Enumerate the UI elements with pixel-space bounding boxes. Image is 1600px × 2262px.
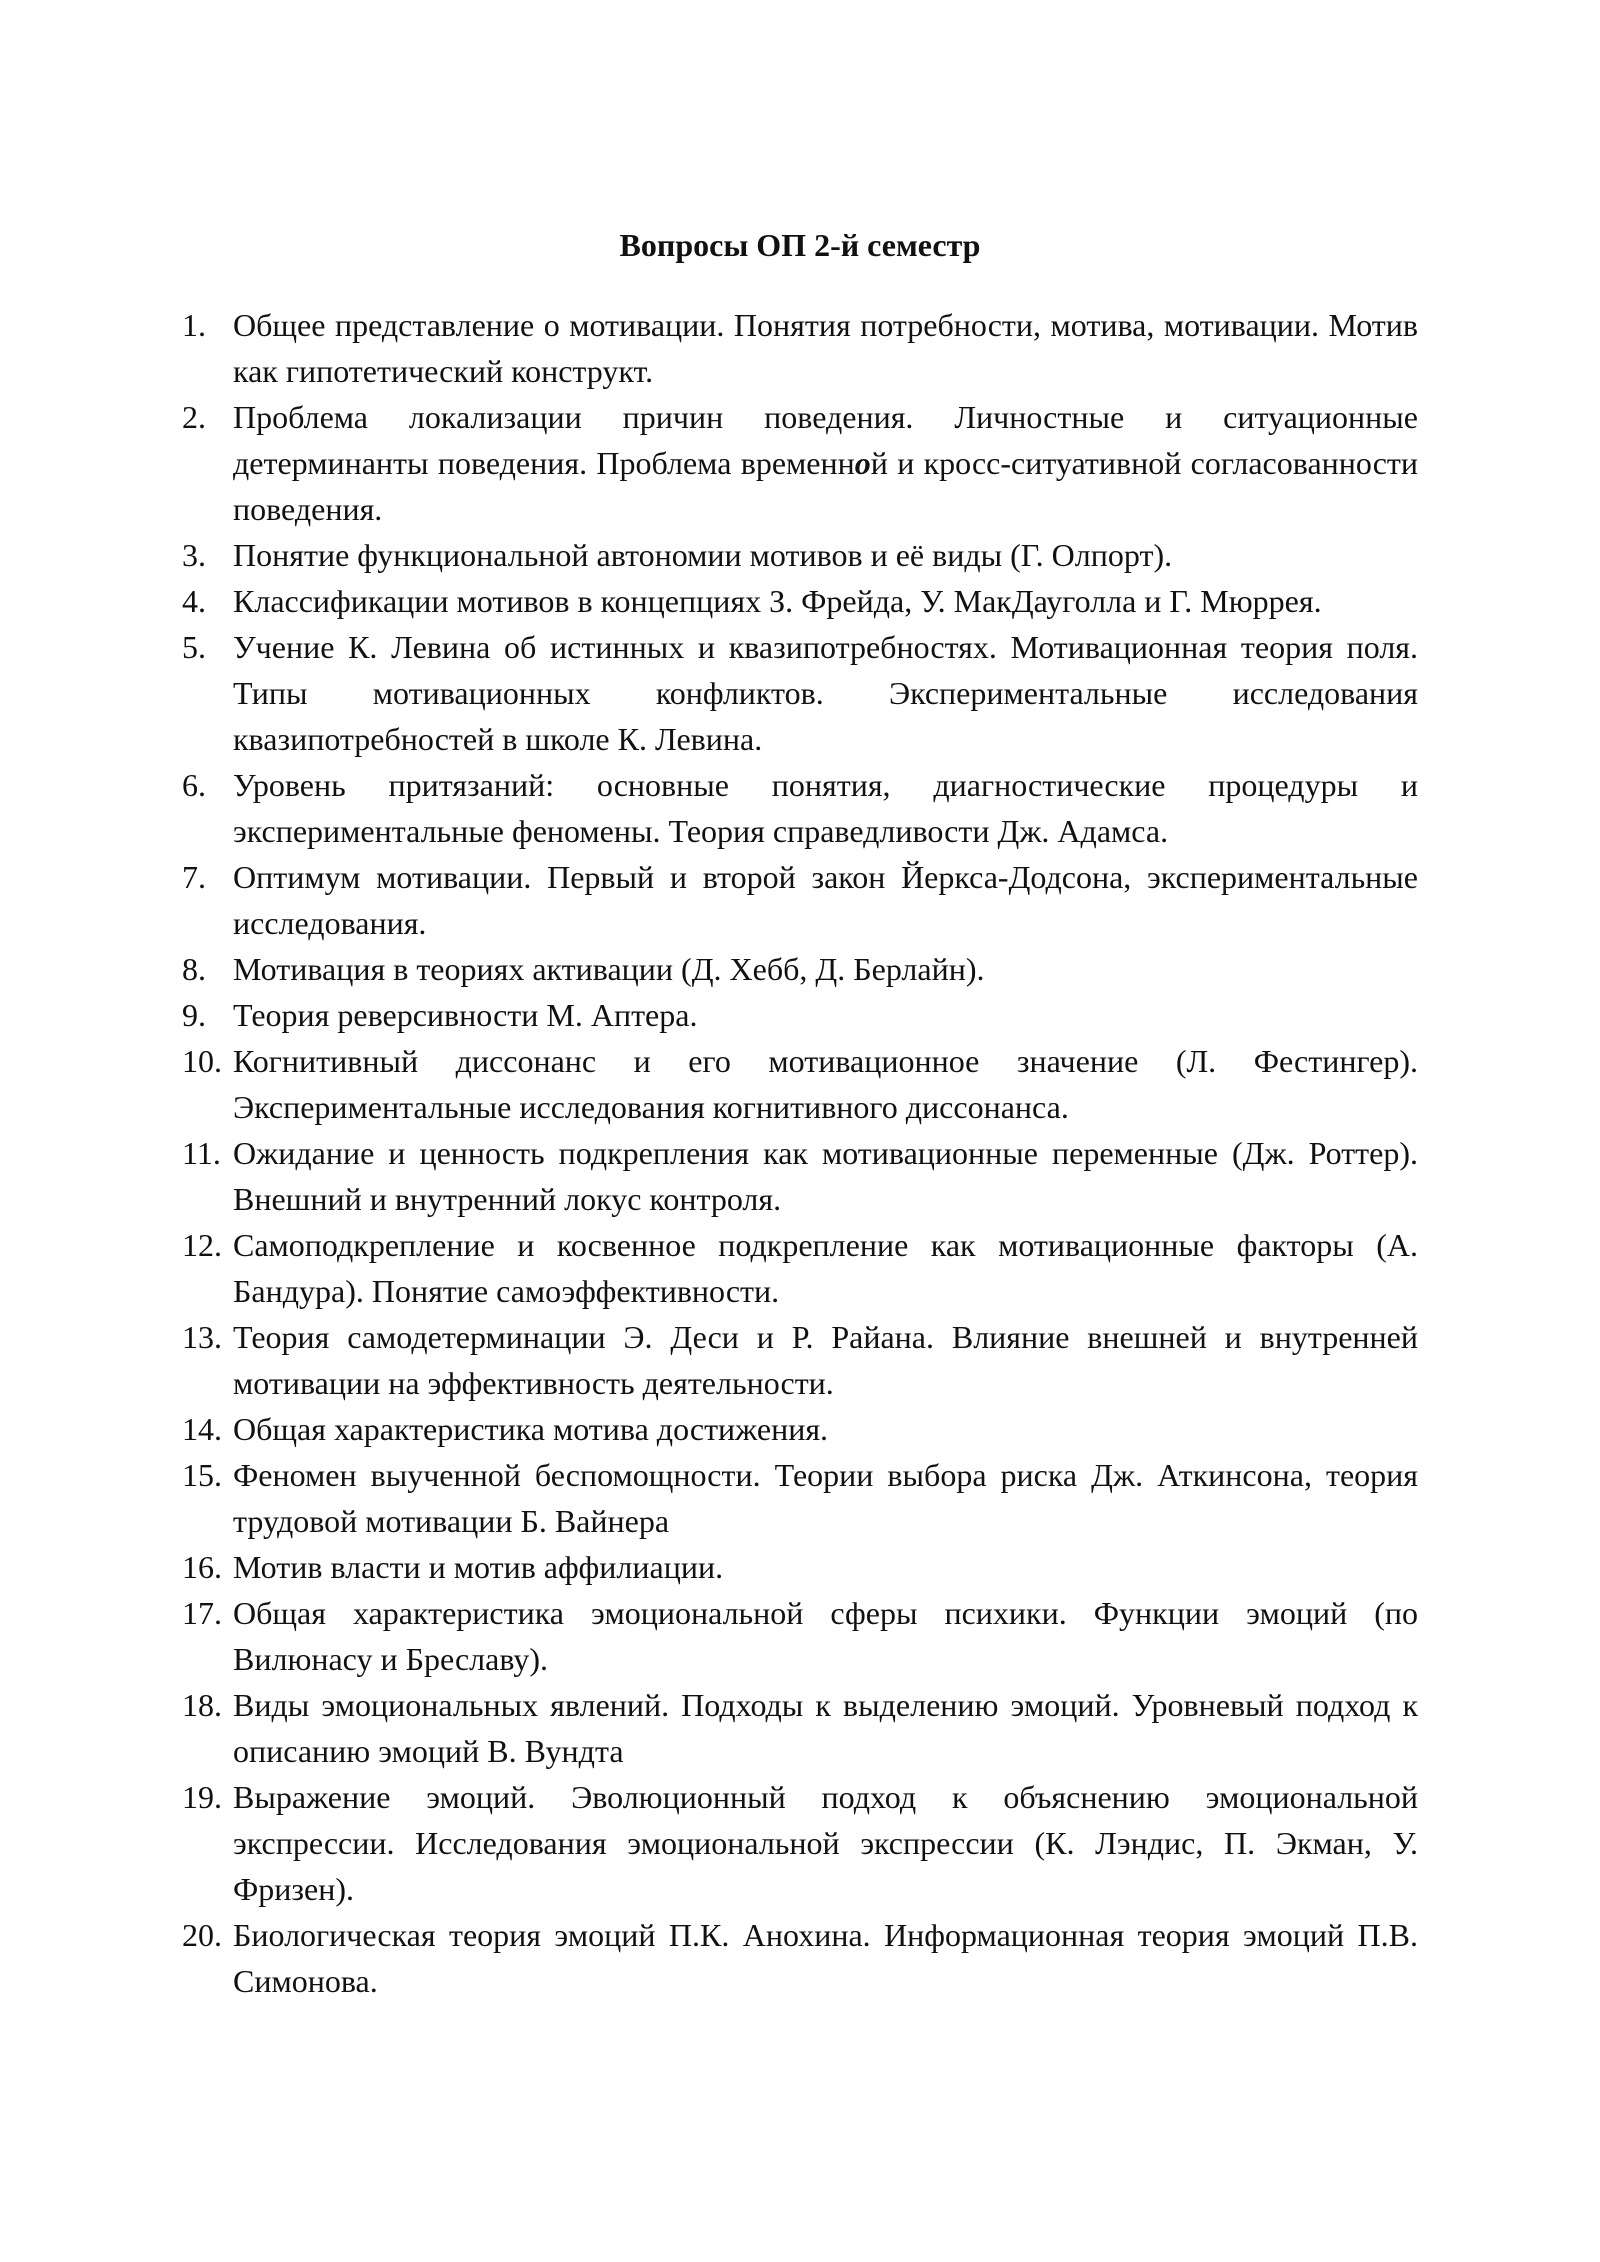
question-number: 20. bbox=[182, 1917, 222, 1953]
question-number: 6. bbox=[182, 767, 206, 803]
question-text: Общая характеристика эмоциональной сферы психики. Функции эмоций (по Вилюнасу и Бреславу). bbox=[233, 1595, 1418, 1677]
question-text: Теория реверсивности М. Аптера. bbox=[233, 997, 698, 1033]
list-item bbox=[182, 532, 1418, 578]
question-text: Понятие функциональной автономии мотивов и её виды (Г. Олпорт). bbox=[233, 537, 1173, 573]
question-text bbox=[233, 399, 1418, 527]
question-text: Уровень притязаний: основные понятия, диагностические процедуры и экспериментальные феномены. Теория справедливости Дж. Адамса. bbox=[233, 767, 1418, 849]
stressed-letter: о bbox=[854, 445, 871, 481]
document-title: Вопросы ОП 2-й семестр bbox=[619, 227, 981, 263]
question-number: 8. bbox=[182, 951, 206, 987]
question-text: Ожидание и ценность подкрепления как мотивационные переменные (Дж. Роттер). Внешний и внутренний локус контроля. bbox=[233, 1135, 1418, 1217]
question-number: 3. bbox=[182, 537, 206, 573]
list-item bbox=[182, 624, 1418, 762]
question-list bbox=[182, 302, 1418, 2004]
list-item bbox=[182, 578, 1418, 624]
question-number: 1. bbox=[182, 307, 206, 343]
question-text: Учение К. Левина об истинных и квазипотребностях. Мотивационная теория поля. Типы мотивационных конфликтов. Экспериментальные исследования квазипотребностей в школе К. Левина. bbox=[233, 629, 1418, 757]
list-item bbox=[182, 302, 1418, 394]
question-text: Когнитивный диссонанс и его мотивационное значение (Л. Фестингер). Экспериментальные исследования когнитивного диссонанса. bbox=[233, 1043, 1418, 1125]
list-item bbox=[182, 1590, 1418, 1682]
list-item bbox=[182, 854, 1418, 946]
list-item bbox=[182, 1452, 1418, 1544]
list-item bbox=[182, 1544, 1418, 1590]
list-item bbox=[182, 992, 1418, 1038]
question-number: 4. bbox=[182, 583, 206, 619]
question-number: 12. bbox=[182, 1227, 222, 1263]
list-item bbox=[182, 1406, 1418, 1452]
question-text: Биологическая теория эмоций П.К. Анохина. Информационная теория эмоций П.В. Симонова. bbox=[233, 1917, 1418, 1999]
list-item bbox=[182, 1130, 1418, 1222]
question-number: 5. bbox=[182, 629, 206, 665]
question-text: Выражение эмоций. Эволюционный подход к объяснению эмоциональной экспрессии. Исследования эмоциональной экспрессии (К. Лэндис, П. Экман, У. Фризен). bbox=[233, 1779, 1418, 1907]
question-text: Оптимум мотивации. Первый и второй закон Йеркса-Додсона, экспериментальные исследования. bbox=[233, 859, 1418, 941]
question-number: 19. bbox=[182, 1779, 222, 1815]
list-item bbox=[182, 1912, 1418, 2004]
question-text: Виды эмоциональных явлений. Подходы к выделению эмоций. Уровневый подход к описанию эмоций В. Вундта bbox=[233, 1687, 1418, 1769]
question-number: 2. bbox=[182, 399, 206, 435]
question-number: 17. bbox=[182, 1595, 222, 1631]
list-item bbox=[182, 1682, 1418, 1774]
question-number: 9. bbox=[182, 997, 206, 1033]
question-number: 13. bbox=[182, 1319, 222, 1355]
question-text: Общее представление о мотивации. Понятия потребности, мотива, мотивации. Мотив как гипотетический конструкт. bbox=[233, 307, 1418, 389]
list-item bbox=[182, 1038, 1418, 1130]
question-text: Мотивация в теориях активации (Д. Хебб, Д. Берлайн). bbox=[233, 951, 985, 987]
list-item bbox=[182, 762, 1418, 854]
question-number: 15. bbox=[182, 1457, 222, 1493]
question-number: 18. bbox=[182, 1687, 222, 1723]
question-number: 16. bbox=[182, 1549, 222, 1585]
question-text: Классификации мотивов в концепциях З. Фрейда, У. МакДауголла и Г. Мюррея. bbox=[233, 583, 1322, 619]
question-text: Общая характеристика мотива достижения. bbox=[233, 1411, 829, 1447]
list-item bbox=[182, 1314, 1418, 1406]
question-text-part: й и кросс-ситуативной согласованности поведения. bbox=[233, 445, 1418, 527]
list-item bbox=[182, 1774, 1418, 1912]
question-number: 14. bbox=[182, 1411, 222, 1447]
question-text: Мотив власти и мотив аффилиации. bbox=[233, 1549, 724, 1585]
question-text-part: Проблема локализации причин поведения. Личностные и ситуационные детерминанты поведения. Проблема временн bbox=[233, 399, 1418, 481]
list-item bbox=[182, 1222, 1418, 1314]
question-number: 10. bbox=[182, 1043, 222, 1079]
question-number: 7. bbox=[182, 859, 206, 895]
question-text: Самоподкрепление и косвенное подкрепление как мотивационные факторы (А. Бандура). Понятие самоэффективности. bbox=[233, 1227, 1418, 1309]
list-item bbox=[182, 946, 1418, 992]
list-item bbox=[182, 394, 1418, 532]
question-number: 11. bbox=[182, 1135, 221, 1171]
question-text: Феномен выученной беспомощности. Теории выбора риска Дж. Аткинсона, теория трудовой мотивации Б. Вайнера bbox=[233, 1457, 1418, 1539]
question-text: Теория самодетерминации Э. Деси и Р. Райана. Влияние внешней и внутренней мотивации на эффективность деятельности. bbox=[233, 1319, 1418, 1401]
